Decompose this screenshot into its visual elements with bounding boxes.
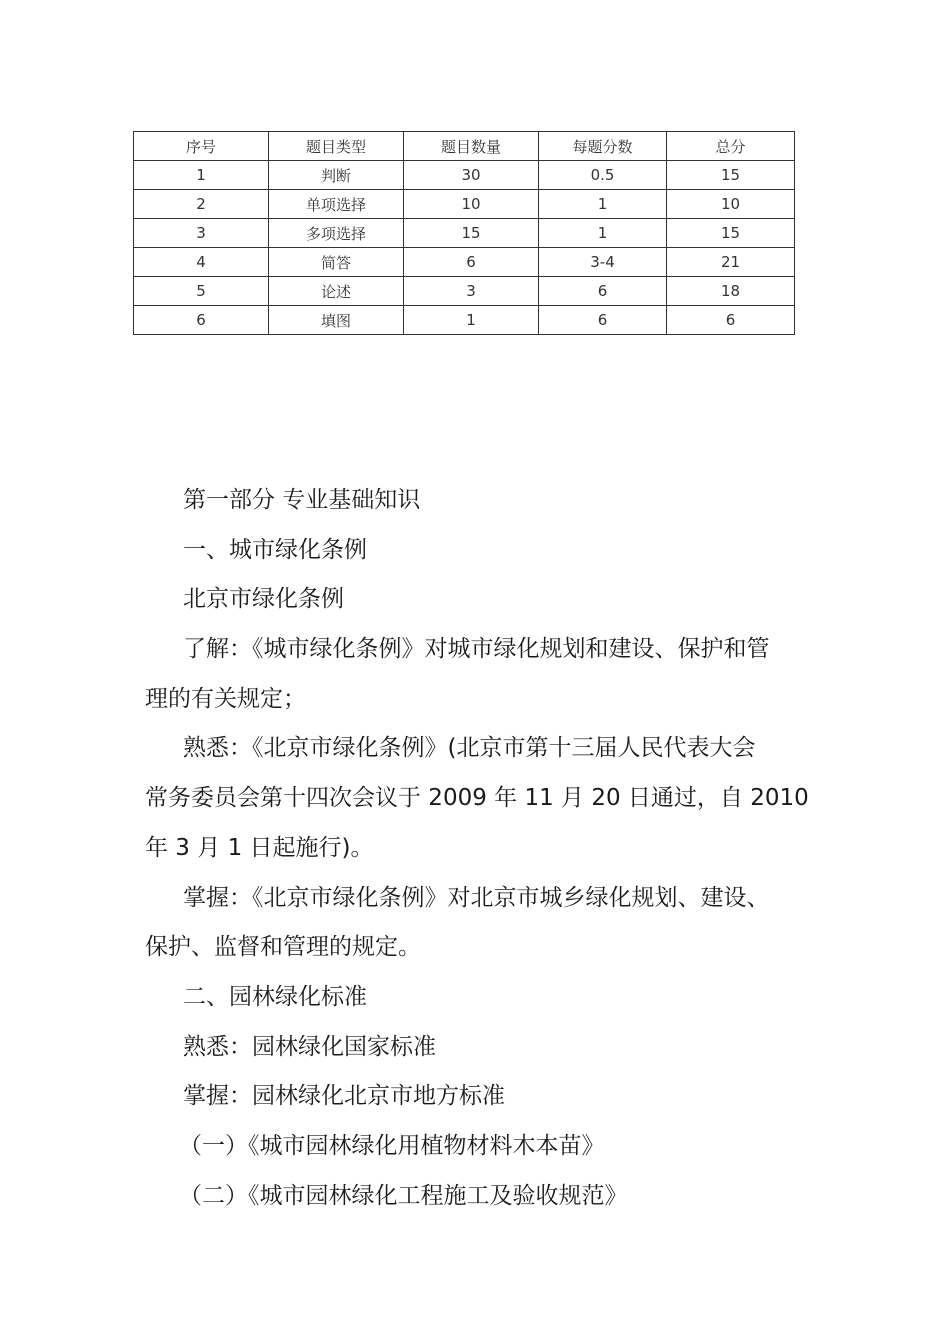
table-cell: 1	[404, 306, 539, 335]
header-cell: 题目数量	[404, 132, 539, 161]
paragraph-line: 年 3 月 1 日起施行)。	[145, 834, 374, 861]
list-item: （一）《城市园林绿化用植物材料木本苗》	[179, 1132, 605, 1159]
table-cell: 多项选择	[269, 219, 404, 248]
table-cell: 1	[539, 219, 667, 248]
header-cell: 总分	[667, 132, 795, 161]
table-cell: 3-4	[539, 248, 667, 277]
table-header-row	[134, 132, 795, 161]
table-cell: 2	[134, 190, 269, 219]
table-cell: 15	[667, 161, 795, 190]
table-cell: 10	[404, 190, 539, 219]
table-cell: 0.5	[539, 161, 667, 190]
list-item: （二）《城市园林绿化工程施工及验收规范》	[179, 1182, 628, 1209]
paragraph-line: 熟悉：园林绿化国家标准	[183, 1033, 436, 1060]
table-row	[134, 161, 795, 190]
paragraph-line: 熟悉：《北京市绿化条例》(北京市第十三届人民代表大会	[183, 735, 756, 762]
header-cell: 序号	[134, 132, 269, 161]
table-cell: 3	[134, 219, 269, 248]
table-row	[134, 219, 795, 248]
paragraph-line: 理的有关规定；	[145, 685, 306, 712]
table-cell: 5	[134, 277, 269, 306]
table-cell: 6	[134, 306, 269, 335]
table-cell: 6	[539, 306, 667, 335]
header-cell: 题目类型	[269, 132, 404, 161]
document-body	[145, 476, 810, 1221]
table-cell: 30	[404, 161, 539, 190]
table-cell: 3	[404, 277, 539, 306]
paragraph-line: 北京市绿化条例	[183, 586, 344, 613]
paragraph-line: 保护、监督和管理的规定。	[145, 934, 421, 961]
subsection-heading: 一、城市绿化条例	[183, 536, 367, 563]
table-cell: 1	[134, 161, 269, 190]
section-heading: 第一部分 专业基础知识	[183, 487, 421, 513]
table-cell: 6	[667, 306, 795, 335]
paragraph-line: 掌握：园林绿化北京市地方标准	[183, 1083, 505, 1110]
table-row	[134, 248, 795, 277]
table-cell: 填图	[269, 306, 404, 335]
table-cell: 判断	[269, 161, 404, 190]
table-row	[134, 190, 795, 219]
header-cell: 每题分数	[539, 132, 667, 161]
score-table	[133, 131, 795, 335]
table-cell: 论述	[269, 277, 404, 306]
table-row	[134, 277, 795, 306]
table-cell: 4	[134, 248, 269, 277]
table-cell: 单项选择	[269, 190, 404, 219]
table-cell: 21	[667, 248, 795, 277]
table-cell: 15	[667, 219, 795, 248]
table-cell: 简答	[269, 248, 404, 277]
table-cell: 6	[404, 248, 539, 277]
table-row	[134, 306, 795, 335]
table-cell: 18	[667, 277, 795, 306]
paragraph-line: 常务委员会第十四次会议于 2009 年 11 月 20 日通过，自 2010	[145, 785, 809, 812]
table-cell: 10	[667, 190, 795, 219]
table-cell: 1	[539, 190, 667, 219]
paragraph-line: 了解：《城市绿化条例》对城市绿化规划和建设、保护和管	[183, 636, 770, 663]
subsection-heading: 二、园林绿化标准	[183, 983, 367, 1010]
paragraph-line: 掌握：《北京市绿化条例》对北京市城乡绿化规划、建设、	[183, 884, 770, 911]
table-cell: 15	[404, 219, 539, 248]
table-cell: 6	[539, 277, 667, 306]
